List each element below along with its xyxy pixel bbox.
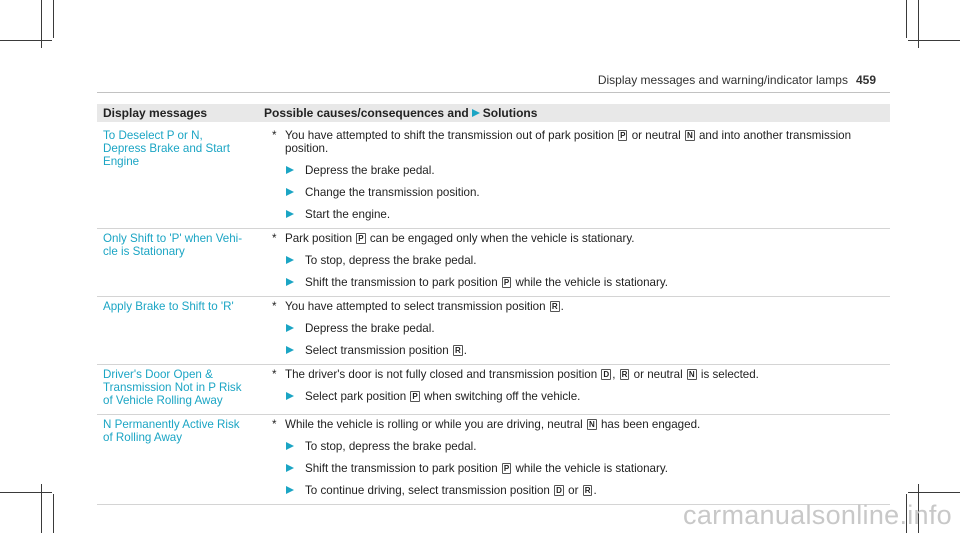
crop-mark	[0, 492, 52, 493]
display-message	[97, 122, 256, 229]
running-head	[598, 73, 876, 87]
text-fragment: To stop, depress the brake pedal.	[305, 440, 477, 453]
gear-key-p-icon: P	[503, 278, 510, 287]
message-line: Only Shift to 'P' when Vehi-	[103, 232, 243, 245]
table-row	[97, 122, 890, 229]
message-line: Engine	[103, 155, 140, 168]
watermark: carmanualsonline.info	[683, 500, 952, 530]
arrow-right-icon	[286, 442, 294, 450]
text-fragment: Change the transmission position.	[305, 186, 480, 199]
arrow-right-icon	[286, 324, 294, 332]
text-fragment: ,	[612, 368, 616, 381]
solution-step	[286, 186, 884, 199]
header-causes-text: Possible causes/consequences and	[264, 106, 469, 120]
text-fragment: Depress the brake pedal.	[305, 322, 435, 335]
text-fragment: .	[593, 484, 597, 497]
arrow-right-icon	[286, 210, 294, 218]
crop-mark	[906, 0, 907, 38]
message-line: N Permanently Active Risk	[103, 418, 240, 431]
gear-key-n-icon: N	[688, 370, 695, 379]
cause-text	[272, 368, 884, 381]
page-number: 459	[855, 73, 876, 87]
table-row	[97, 229, 890, 297]
text-fragment: or neutral	[631, 129, 681, 142]
message-line: Depress Brake and Start	[103, 142, 230, 155]
crop-mark	[908, 492, 960, 493]
arrow-right-icon	[286, 278, 294, 286]
solution-step	[286, 344, 884, 357]
message-line: Apply Brake to Shift to 'R'	[103, 300, 234, 313]
table-row	[97, 415, 890, 505]
table-row	[97, 365, 890, 415]
display-message	[97, 415, 256, 505]
text-fragment: and into another transmission position.	[285, 129, 852, 155]
text-fragment: Select park position	[305, 390, 407, 403]
arrow-right-icon	[286, 464, 294, 472]
crop-mark	[53, 0, 54, 38]
text-fragment: Park position	[285, 232, 353, 245]
arrow-right-icon	[286, 166, 294, 174]
text-fragment: The driver's door is not fully closed and transmission position	[285, 368, 598, 381]
gear-key-r-icon: R	[454, 346, 461, 355]
arrow-right-icon	[286, 486, 294, 494]
text-fragment: You have attempted to select transmission position	[285, 300, 546, 313]
cause-text	[272, 129, 884, 155]
message-line: of Rolling Away	[103, 431, 183, 444]
table-row	[97, 297, 890, 365]
solution-step	[286, 484, 884, 497]
arrow-right-icon	[286, 256, 294, 264]
text-fragment: .	[463, 344, 467, 357]
text-fragment: To continue driving, select transmission position	[305, 484, 550, 497]
text-fragment: While the vehicle is rolling or while you are driving, neutral	[285, 418, 583, 431]
gear-key-p-icon: P	[412, 392, 418, 401]
text-fragment: Start the engine.	[305, 208, 391, 221]
causes-solutions	[256, 415, 890, 505]
causes-solutions	[256, 122, 890, 229]
solution-step	[286, 164, 884, 177]
crop-mark	[908, 40, 960, 41]
solution-step	[286, 254, 884, 267]
arrow-right-icon	[286, 392, 294, 400]
header-solutions-text: Solutions	[482, 106, 538, 120]
cause-text	[272, 232, 884, 245]
gear-key-r-icon: R	[584, 486, 591, 495]
solution-step	[286, 440, 884, 453]
gear-key-d-icon: D	[556, 486, 562, 495]
display-messages-table	[97, 104, 890, 505]
cause-text	[272, 418, 884, 431]
gear-key-r-icon: R	[551, 302, 558, 311]
gear-key-p-icon: P	[503, 464, 510, 473]
solution-step	[286, 390, 884, 403]
header-rule	[97, 92, 890, 93]
display-message	[97, 297, 256, 365]
text-fragment: is selected.	[700, 368, 759, 381]
gear-key-p-icon: P	[620, 131, 626, 140]
asterisk-icon: *	[272, 418, 277, 431]
running-title: Display messages and warning/indicator lamps	[597, 73, 848, 87]
message-line: of Vehicle Rolling Away	[103, 394, 223, 407]
message-line: cle is Stationary	[103, 245, 185, 258]
display-message	[97, 229, 256, 297]
header-display-messages: Display messages	[97, 104, 256, 122]
solution-step	[286, 322, 884, 335]
asterisk-icon: *	[272, 300, 277, 313]
solution-step	[286, 276, 884, 289]
causes-solutions	[256, 365, 890, 415]
text-fragment: has been engaged.	[600, 418, 701, 431]
causes-solutions	[256, 229, 890, 297]
solution-arrow-icon	[472, 109, 480, 117]
text-fragment: Shift the transmission to park position	[305, 462, 498, 475]
causes-solutions	[256, 297, 890, 365]
solution-step	[286, 462, 884, 475]
text-fragment: To stop, depress the brake pedal.	[305, 254, 477, 267]
text-fragment: can be engaged only when the vehicle is stationary.	[369, 232, 635, 245]
message-line: To Deselect P or N,	[103, 129, 203, 142]
text-fragment: or neutral	[633, 368, 683, 381]
gear-key-r-icon: R	[621, 370, 628, 379]
header-causes-solutions	[256, 104, 890, 122]
arrow-right-icon	[286, 346, 294, 354]
crop-mark	[53, 494, 54, 533]
solution-step	[286, 208, 884, 221]
text-fragment: .	[560, 300, 564, 313]
text-fragment: while the vehicle is stationary.	[515, 276, 669, 289]
text-fragment: while the vehicle is stationary.	[515, 462, 669, 475]
table-header-row	[97, 104, 890, 122]
asterisk-icon: *	[272, 129, 277, 142]
text-fragment: or	[568, 484, 579, 497]
crop-mark	[0, 40, 52, 41]
message-line: Driver's Door Open &	[103, 368, 213, 381]
text-fragment: You have attempted to shift the transmission out of park position	[285, 129, 614, 142]
arrow-right-icon	[286, 188, 294, 196]
text-fragment: Select transmission position	[305, 344, 449, 357]
gear-key-n-icon: N	[686, 131, 693, 140]
gear-key-d-icon: D	[603, 370, 610, 379]
text-fragment: Depress the brake pedal.	[305, 164, 435, 177]
display-message	[97, 365, 256, 415]
text-fragment: Shift the transmission to park position	[305, 276, 498, 289]
asterisk-icon: *	[272, 368, 277, 381]
cause-text	[272, 300, 884, 313]
gear-key-n-icon: N	[588, 420, 595, 429]
message-line: Transmission Not in P Risk	[103, 381, 242, 394]
gear-key-p-icon: P	[358, 234, 364, 243]
asterisk-icon: *	[272, 232, 277, 245]
text-fragment: when switching off the vehicle.	[424, 390, 581, 403]
